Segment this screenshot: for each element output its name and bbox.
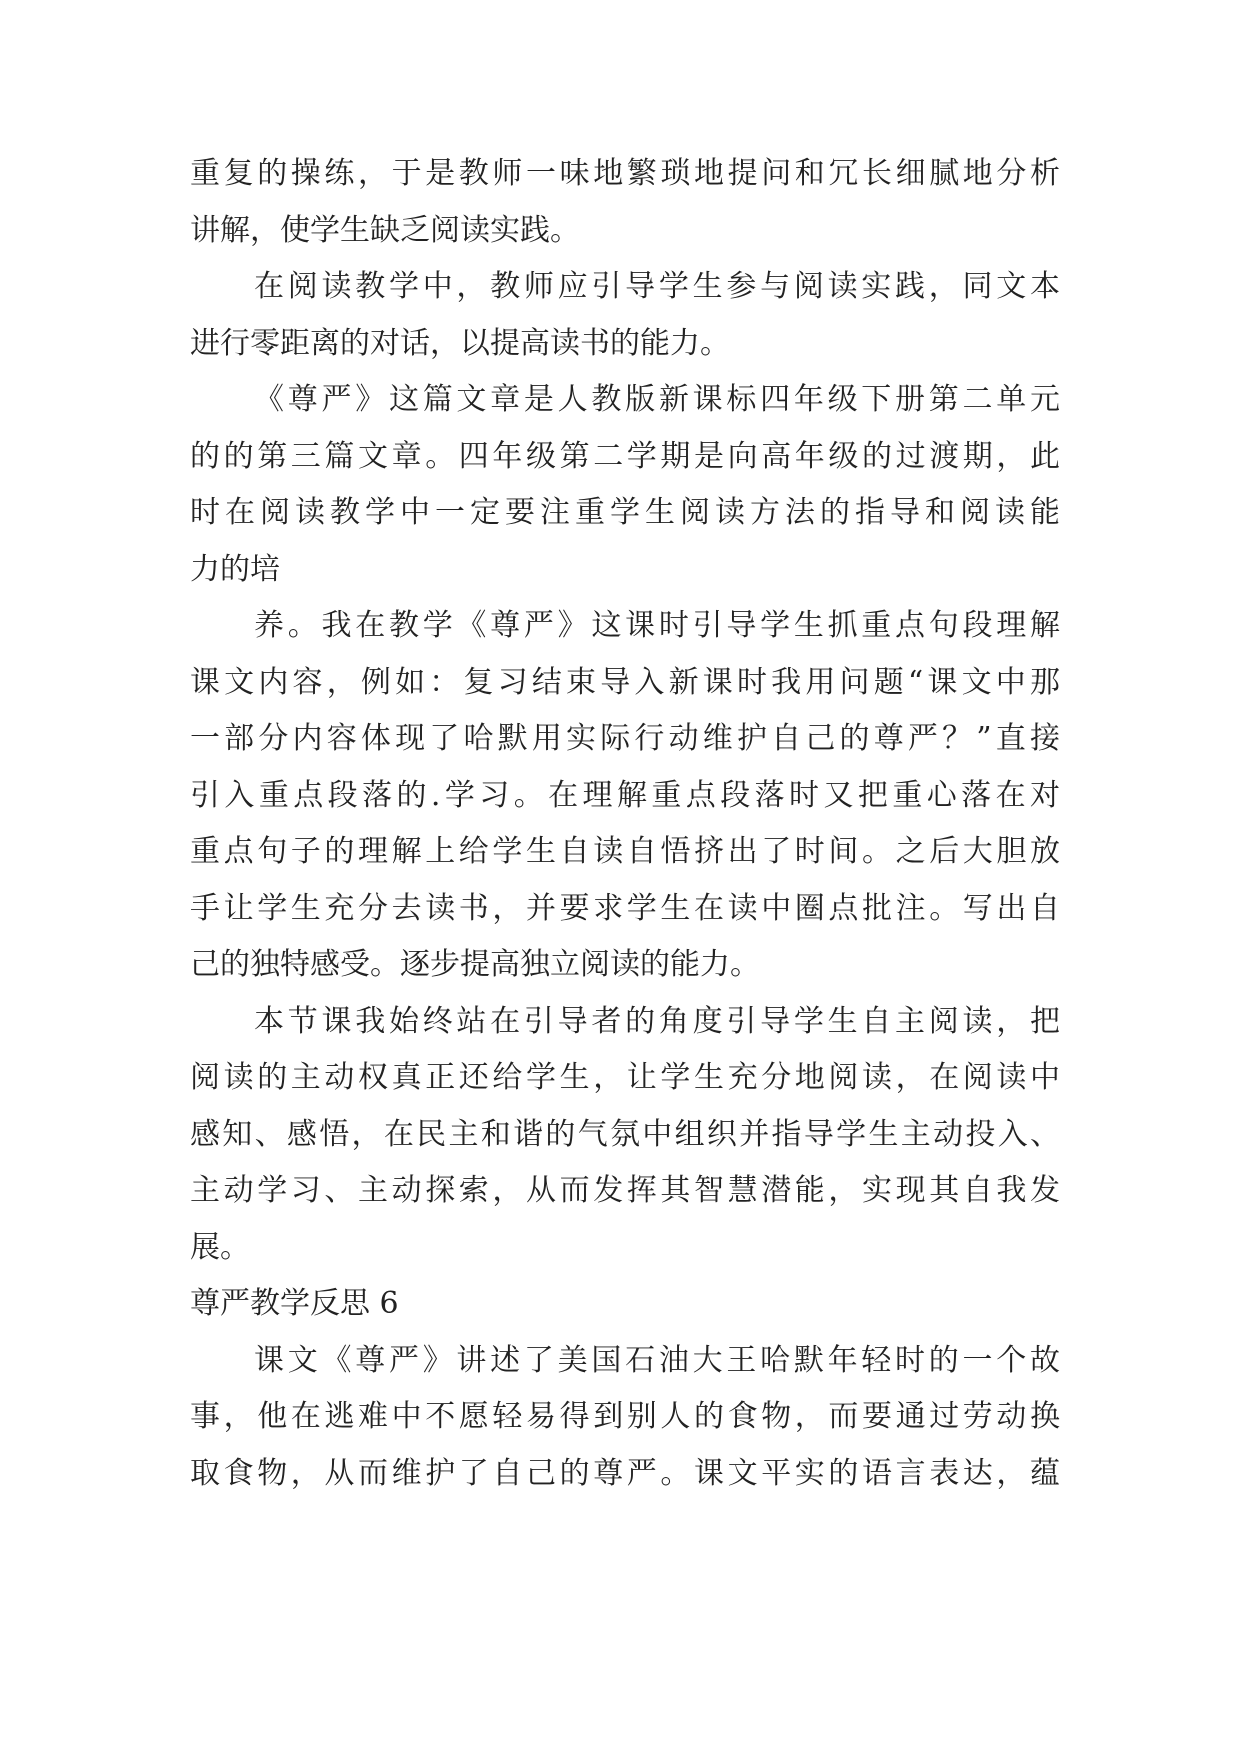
- text-line: 课文内容，例如：复习结束导入新课时我用问题“课文中那: [190, 664, 1060, 700]
- paragraph-first-line: 《尊严》这篇文章是人教版新课标四年级下册第二单元: [254, 382, 1060, 417]
- section-heading: 尊严教学反思 6: [190, 1286, 399, 1321]
- text-line: 阅读的主动权真正还给学生，让学生充分地阅读，在阅读中: [190, 1060, 1060, 1095]
- text-line: 手让学生充分去读书，并要求学生在读中圈点批注。写出自: [190, 890, 1060, 926]
- document-body: [190, 146, 1060, 1502]
- paragraph-first-line: 课文《尊严》讲述了美国石油大王哈默年轻时的一个故: [254, 1342, 1060, 1378]
- paragraph-first-line: 养。我在教学《尊严》这课时引导学生抓重点句段理解: [254, 608, 1060, 643]
- paragraph-first-line: 本节课我始终站在引导者的角度引导学生自主阅读，把: [254, 1003, 1060, 1039]
- text-line: 重复的操练，于是教师一味地繁琐地提问和冗长细腻地分析: [190, 156, 1060, 191]
- text-line: 主动学习、主动探索，从而发挥其智慧潜能，实现其自我发: [190, 1173, 1060, 1208]
- text-line: 感知、感悟，在民主和谐的气氛中组织并指导学生主动投入、: [190, 1116, 1060, 1152]
- text-line: 重点句子的理解上给学生自读自悟挤出了时间。之后大胆放: [190, 834, 1060, 869]
- text-line: 进行零距离的对话，以提高读书的能力。: [190, 325, 730, 361]
- text-line: 事，他在逃难中不愿轻易得到别人的食物，而要通过劳动换: [190, 1399, 1060, 1434]
- text-line: 力的培: [190, 551, 280, 587]
- text-line: 展。: [190, 1229, 250, 1265]
- text-line: 取食物，从而维护了自己的尊严。课文平实的语言表达，蕴: [190, 1455, 1060, 1491]
- paragraph-first-line: 在阅读教学中，教师应引导学生参与阅读实践，同文本: [254, 269, 1060, 304]
- text-line: 引入重点段落的.学习。在理解重点段落时又把重心落在对: [190, 777, 1060, 813]
- text-line: 的的第三篇文章。四年级第二学期是向高年级的过渡期，此: [190, 438, 1060, 474]
- text-line: 一部分内容体现了哈默用实际行动维护自己的尊严？”直接: [190, 721, 1060, 756]
- text-line: 时在阅读教学中一定要注重学生阅读方法的指导和阅读能: [190, 495, 1060, 530]
- text-line: 己的独特感受。逐步提高独立阅读的能力。: [190, 947, 760, 982]
- text-line: 讲解，使学生缺乏阅读实践。: [190, 212, 580, 248]
